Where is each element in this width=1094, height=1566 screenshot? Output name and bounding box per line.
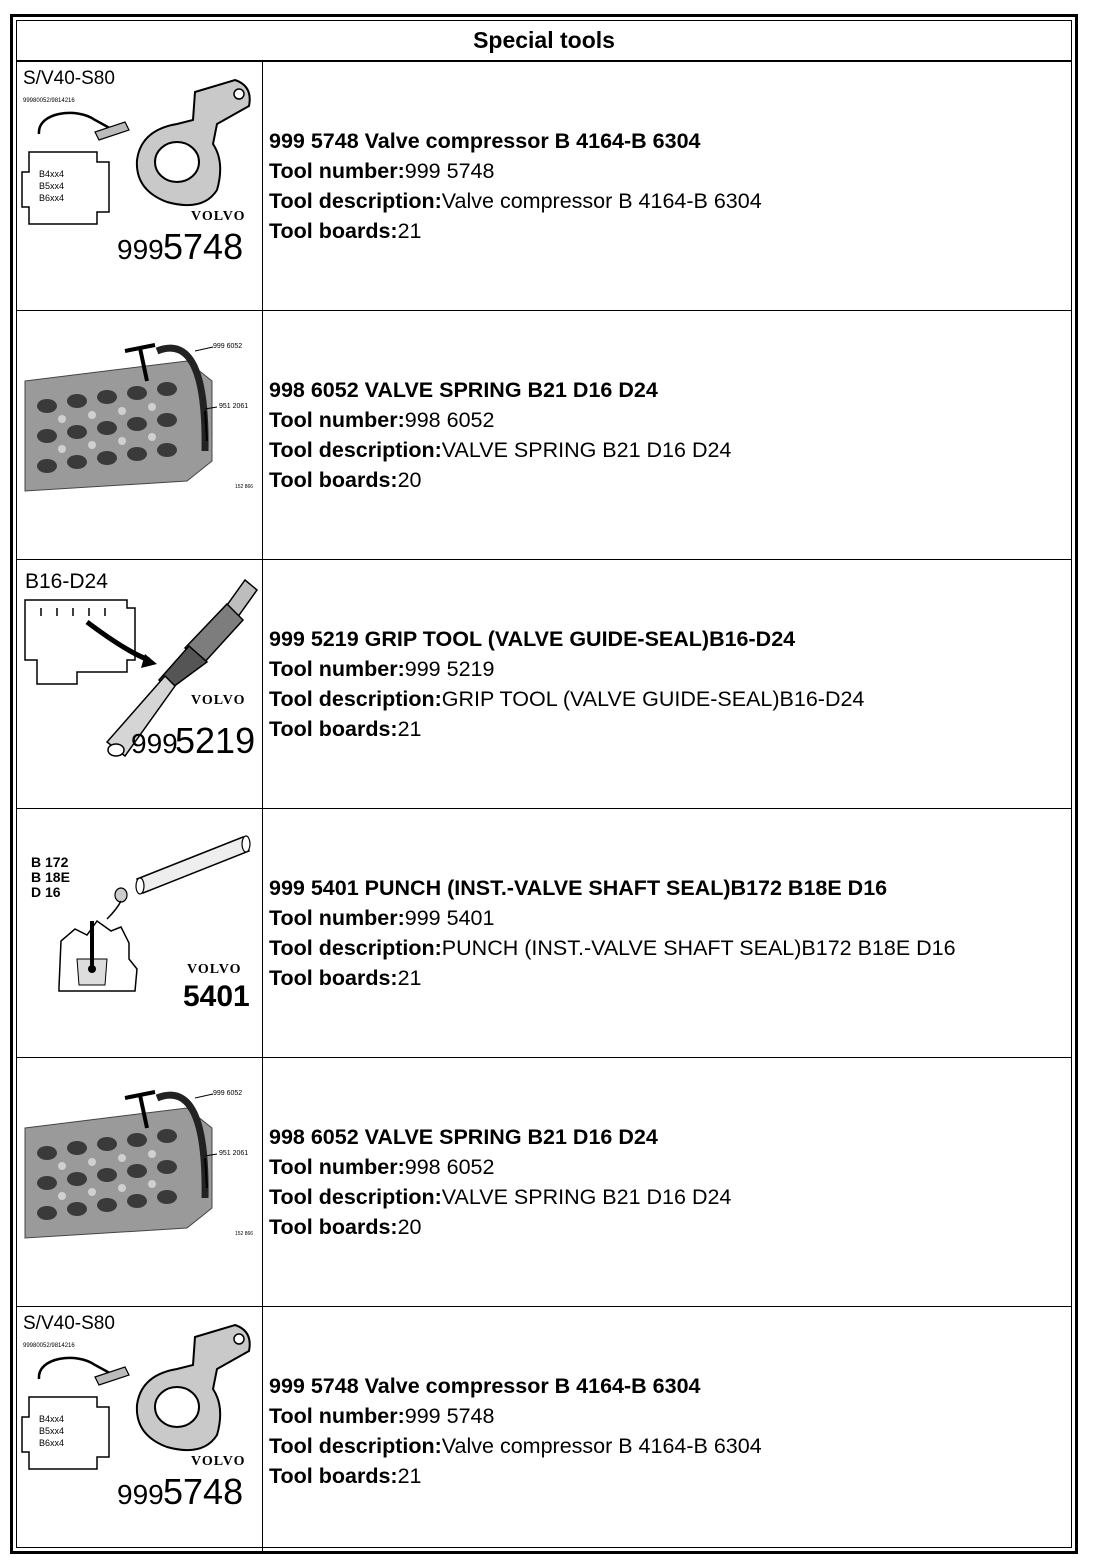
tool-info (269, 311, 1071, 559)
tool-row (17, 560, 1071, 809)
tool-code: 5748 (163, 226, 244, 267)
grip-tool-illustration (17, 560, 263, 808)
tool-number-line (269, 1401, 1071, 1431)
tool-number-label: Tool number: (269, 906, 405, 930)
tool-number-value: 998 6052 (404, 1155, 495, 1179)
tool-number-line (269, 1152, 1071, 1182)
tool-description-label: Tool description: (269, 189, 442, 213)
tool-description-value: Valve compressor B 4164-B 6304 (441, 1433, 762, 1458)
valve-compressor-illustration (17, 1307, 263, 1554)
tool-description-value: GRIP TOOL (VALVE GUIDE-SEAL)B16-D24 (441, 687, 865, 711)
tool-description-value: Valve compressor B 4164-B 6304 (441, 189, 762, 213)
tool-boards-label: Tool boards: (269, 966, 398, 990)
tool-row (17, 809, 1071, 1058)
callout-label: 999 6052 (213, 343, 243, 350)
tool-title: 999 5748 Valve compressor B 4164-B 6304 (269, 1373, 701, 1398)
tool-description-line (269, 684, 1071, 714)
engine-label: B4xx4 (39, 1414, 65, 1424)
tool-number-value: 998 6052 (404, 408, 495, 432)
volvo-logo-text: VOLVO (187, 962, 242, 977)
tool-description-value: VALVE SPRING B21 D16 D24 (441, 1185, 732, 1209)
tool-image-cell (17, 560, 263, 808)
tool-boards-value: 21 (397, 966, 422, 990)
image-model-label: B16-D24 (25, 570, 108, 593)
tool-title: 999 5219 GRIP TOOL (VALVE GUIDE-SEAL)B16-D24 (269, 627, 796, 651)
compressor-tool-shape (137, 80, 250, 205)
volvo-logo-text: VOLVO (191, 1454, 246, 1469)
tools-table (16, 20, 1072, 1548)
tool-code-prefix: 999 (117, 234, 164, 265)
compressor-tool-shape (137, 1325, 250, 1450)
tool-description-value: VALVE SPRING B21 D16 D24 (441, 438, 732, 462)
tool-boards-line (269, 1461, 1071, 1491)
tool-number-label: Tool number: (269, 1155, 405, 1179)
tool-image-cell (17, 1058, 263, 1306)
tool-boards-label: Tool boards: (269, 1215, 398, 1239)
tool-boards-value: 20 (397, 468, 422, 492)
tool-row (17, 1307, 1071, 1554)
tool-boards-label: Tool boards: (269, 1463, 398, 1488)
tool-number-line (269, 405, 1071, 435)
tool-description-label: Tool description: (269, 1185, 442, 1209)
volvo-logo-text: VOLVO (191, 209, 246, 224)
tool-description-value: PUNCH (INST.-VALVE SHAFT SEAL)B172 B18E D16 (441, 936, 956, 960)
tool-boards-line (269, 963, 1071, 993)
table-title: Special tools (473, 27, 615, 53)
figure-code: 152 866 (235, 484, 254, 490)
tool-info (269, 1307, 1071, 1554)
callout-label: 999 6052 (213, 1090, 243, 1097)
tool-boards-label: Tool boards: (269, 468, 398, 492)
image-small-code: 99980052/9814216 (23, 1343, 75, 1349)
punch-shaft-shape (136, 836, 250, 894)
tool-code: 5219 (175, 720, 256, 761)
tool-number-label: Tool number: (269, 657, 405, 681)
engine-label: B 18E (31, 869, 70, 885)
image-small-code: 99980052/9814216 (23, 98, 75, 104)
tool-boards-value: 21 (397, 717, 422, 741)
tool-number-value: 999 5748 (404, 159, 495, 183)
tool-description-line (269, 1182, 1071, 1212)
valve-spring-illustration (17, 311, 263, 559)
tool-code: 5748 (163, 1471, 244, 1512)
tool-title: 999 5401 PUNCH (INST.-VALVE SHAFT SEAL)B172 B18E D16 (269, 876, 888, 900)
valve-spring-illustration (17, 1058, 263, 1306)
tool-description-label: Tool description: (269, 1433, 442, 1458)
tool-boards-label: Tool boards: (269, 219, 398, 243)
tool-number-line (269, 654, 1071, 684)
valve-compressor-illustration (17, 62, 263, 310)
tool-boards-line (269, 1212, 1071, 1242)
tool-boards-value: 21 (397, 219, 422, 243)
tool-number-label: Tool number: (269, 1403, 405, 1428)
engine-label: B 172 (31, 854, 69, 870)
engine-label: B5xx4 (39, 181, 65, 191)
tool-row (17, 311, 1071, 560)
tool-number-label: Tool number: (269, 159, 405, 183)
tool-boards-line (269, 216, 1071, 246)
tool-info (269, 809, 1071, 1057)
tool-title: 999 5748 Valve compressor B 4164-B 6304 (269, 129, 701, 153)
tool-description-line (269, 933, 1071, 963)
engine-label: D 16 (31, 884, 61, 900)
tool-description-line (269, 1431, 1071, 1461)
tool-info (269, 62, 1071, 310)
tool-number-line (269, 156, 1071, 186)
callout-label: 951 2061 (219, 1150, 249, 1157)
tool-code-prefix: 999 (117, 1479, 164, 1510)
volvo-logo-text: VOLVO (191, 693, 246, 708)
tool-code: 5401 (183, 980, 250, 1013)
tool-image-cell (17, 311, 263, 559)
tool-image-cell (17, 809, 263, 1057)
tool-number-label: Tool number: (269, 408, 405, 432)
tool-image-cell (17, 62, 263, 310)
tool-number-value: 999 5219 (404, 657, 495, 681)
tool-code-prefix: 999 (131, 728, 178, 759)
tool-description-label: Tool description: (269, 687, 442, 711)
engine-label: B4xx4 (39, 169, 65, 179)
tool-boards-line (269, 714, 1071, 744)
tool-boards-value: 21 (397, 1463, 422, 1488)
tool-description-line (269, 186, 1071, 216)
document-frame (10, 14, 1078, 1554)
punch-tool-illustration (17, 809, 263, 1057)
tool-description-line (269, 435, 1071, 465)
tool-boards-line (269, 465, 1071, 495)
tool-number-line (269, 903, 1071, 933)
tool-info (269, 560, 1071, 808)
tool-description-label: Tool description: (269, 438, 442, 462)
tool-number-value: 999 5401 (404, 906, 495, 930)
engine-label: B5xx4 (39, 1426, 65, 1436)
engine-label: B6xx4 (39, 1438, 65, 1448)
tool-description-label: Tool description: (269, 936, 442, 960)
tool-boards-label: Tool boards: (269, 717, 398, 741)
image-model-label: S/V40-S80 (23, 68, 115, 89)
tool-image-cell (17, 1307, 263, 1554)
image-model-label: S/V40-S80 (23, 1313, 115, 1334)
tool-boards-value: 20 (397, 1215, 422, 1239)
tool-row (17, 62, 1071, 311)
figure-code: 152 866 (235, 1231, 254, 1237)
callout-label: 951 2061 (219, 403, 249, 410)
engine-label: B6xx4 (39, 193, 65, 203)
tool-info (269, 1058, 1071, 1306)
tool-title: 998 6052 VALVE SPRING B21 D16 D24 (269, 378, 658, 402)
table-header (17, 21, 1071, 62)
tool-title: 998 6052 VALVE SPRING B21 D16 D24 (269, 1125, 658, 1149)
tool-row (17, 1058, 1071, 1307)
tool-number-value: 999 5748 (404, 1403, 495, 1428)
